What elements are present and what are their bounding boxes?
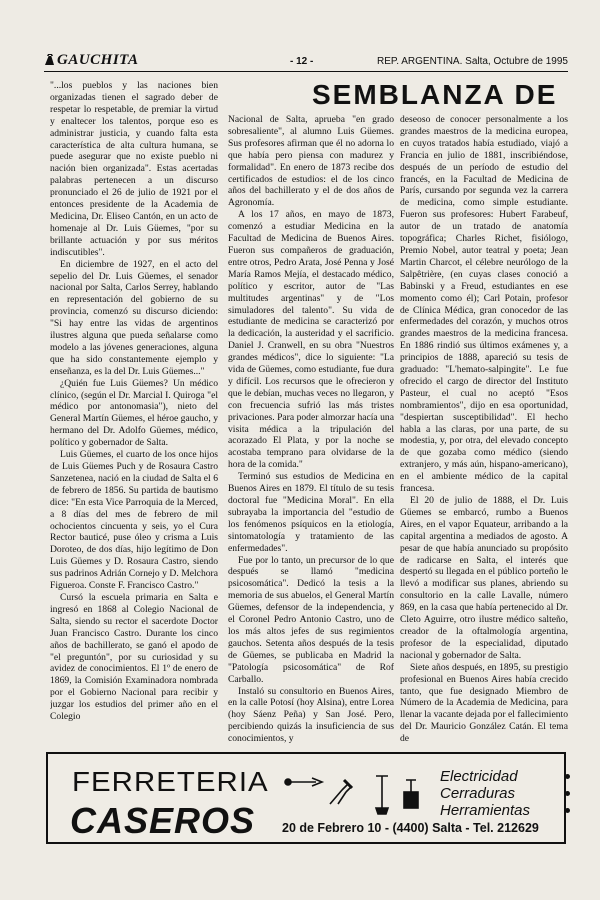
- paragraph: deseoso de conocer personalmente a los grandes maestros de la medicina europea, en cuyos tratados había estudiado, viajó a Francia en julio de 1881, inscribiéndose, después de un período de estudio del francés, en la Facultad de Medicina de París, cursando por segunda vez la carrera de medicina, como simple estudiante. Fueron sus profesores: Hubert Farabeuf, autor de un tratado de anatomía topográfica; Charles Richet, fisiólogo, Premio Nobel, autor teatral y poeta; Jean Martin Charcot, el célebre neurólogo de la Salpêtrière, (en cuyas clases conoció a Babinski y a Freud, estudiantes en ese momento como él); Carl Potain, profesor de Clínica Médica, gran conocedor de las enfermedades del corazón, y muchos otros grandes maestros de la medicina francesa. En 1886 rindió sus últimos exámenes y, a principios de 1888, apareció su tesis de graduado: "L'hemato-salpingite". Le fue ofrecido el cargo de director del Instituto Pasteur, el cual no aceptó "Esos nombramientos", dijo en esa oportunidad, "despiertan susceptibilidad". El hecho habla a las claras, por una parte, de su modestia, y, por otra, del elevado concepto de que gozaba como médico (siendo extranjero, y más aún, hispano-americano), en el ambiente médico de la capital francesa.: [400, 114, 568, 495]
- article-column-2: [228, 114, 394, 748]
- paragraph: Cursó la escuela primaria en Salta e ingresó en 1868 al Colegio Nacional de Salta, siendo su rector el sacerdote Doctor Juan Francisco Castro. Durante los cinco años de bachillerato, se ganó el apodo de "el preguntón", por su curiosidad y su avidez de conocimientos. El 1º de enero de 1869, la Comisión Examinadora nombrada por el Gobierno Nacional para recibir y juzgar los estudios del primer año en el Colegio: [50, 591, 218, 723]
- paragraph: "...los pueblos y las naciones bien organizadas tienen el sagrado deber de respetar lo respetable, de premiar la virtud y enaltecer los talentos, porque eso es administrar justicia, y cuando falta esta característica de alta cultura humana, se puede asegurar que no existe pueblo ni nación bien organizada". Estas acertadas palabras pertenecen a un discurso pronunciado el 26 de julio de 1921 por el entonces presidente de la Academia de Medicina, Dr. Eliseo Cantón, en un acto de homenaje al Dr. Luis Güemes, "por su brillante actuación y por sus méritos indiscutibles".: [50, 80, 218, 258]
- service-item: Cerraduras: [440, 785, 560, 802]
- paragraph: El 20 de julio de 1888, el Dr. Luis Güemes se embarcó, rumbo a Buenos Aires, en el vapor Equateur, arribando a la capital argentina a mediados de agosto. A pesar de que había anunciado su propósito de radicarse en Salta, el interés que despertó su llegada en el público porteño le llevó a modificar sus planes, abriendo su consultorio en la calle Lavalle, número 869, en la casa que había pertenecido al Dr. Cleto Aguirre, otro ilustre médico salteño, creador de la oftalmología argentina, profesor de la especialidad, diputado nacional y gobernador de Salta.: [400, 495, 568, 661]
- ad-services-list: [440, 768, 560, 819]
- paragraph: Luis Güemes, el cuarto de los once hijos de Luis Güemes Puch y de Rosaura Castro Sanzetenea, nació en la ciudad de Salta el 6 de febrero de 1856. Su partida de bautismo dice: "En esta Vice Parroquia de la Merced, a 8 días del mes de febrero de mil ochocientos cincuenta y seis, yo el Cura Rector bauticé, puse óleo y crisma a Luis Doroteo, de dos días, hijo legítimo de Don Luis Güemes y D. Rosaura Castro, siendo sus padrinos Adrián Cornejo y D. Melchora Figueroa. Conste F. Francisco Castro.": [50, 449, 218, 592]
- ad-business-name: CASEROS: [70, 800, 256, 841]
- service-item: Electricidad: [440, 768, 560, 785]
- ad-address-phone: 20 de Febrero 10 - (4400) Salta - Tel. 212629: [282, 821, 539, 835]
- article-column-1: [50, 80, 218, 748]
- article-headline: SEMBLANZA DE: [312, 79, 558, 110]
- paragraph: ¿Quién fue Luis Güemes? Un médico clínico, (según el Dr. Marcial I. Quiroga "el médico por antonomasia"), nieto del General Martín Güemes, el héroe gaucho, y hermano del Dr. Adolfo Güemes, médico, político y gobernador de Salta.: [50, 377, 218, 449]
- masthead-logo: [44, 52, 139, 69]
- bullet-icon: [565, 774, 570, 779]
- paragraph: Terminó sus estudios de Medicina en Buenos Aires en 1879. El título de su tesis doctoral fue "Medicina Moral". En ella subrayaba la importancia del "estudio de los fenómenos psíquicos en la etiología, sintomatología y tratamiento de las enfermedades".: [228, 471, 394, 554]
- bullet-icon: [565, 808, 570, 813]
- paragraph: A los 17 años, en mayo de 1873, comenzó a estudiar Medicina en la Facultad de Medicina de Buenos Aires. Fueron sus compañeros de graduación, entre otros, Pedro Arata, José Penna y José María Ramos Mejía, el destacado médico, político y escritor, autor de "Las multitudes argentinas" y de "Los simuladores del talento". Su vida de estudiante de medicina se caracterizó por la dedicación, la austeridad y el sacrificio. Daniel J. Cranwell, en su obra "Nuestros grandes médicos", dice lo siguiente: "La vida de Güemes, como estudiante, fue dura y difícil. Los recursos que le ofrecieron y que le debían, muchas veces no llegaron, y con frecuencia sufrió las más tristes privaciones. Para poder almorzar hacía una visita médica a la tripulación del acorazado El Plata, y por la noche se acostaba temprano para olvidarse de la hora de la comida.": [228, 209, 394, 471]
- ad-business-type: FERRETERIA: [72, 766, 269, 797]
- article-column-3: [400, 114, 568, 748]
- paragraph: Nacional de Salta, aprueba "en grado sobresaliente", al alumno Luis Güemes. Sus profesores afirman que él no adorna lo que había pero piensa con madurez y formalidad". En enero de 1873 recibe dos certificados de estudios: el de los cinco años del bachillerato y el de dos años de Agronomía.: [228, 114, 394, 209]
- gaucho-figure-icon: [44, 53, 55, 66]
- advertisement-box: [46, 752, 566, 844]
- paragraph: Fue por lo tanto, un precursor de lo que después se llamó "medicina psicosomática". Dedicó la tesis a la memoria de sus abuelos, el General Martín Güemes, defensor de la independencia, y el Coronel Pedro Antonio Castro, uno de los más altos jefes de sus regimientos gauchos. Setenta años después de la tesis de Güemes, se publicaba en Madrid la "Patología psicosomática" de Rof Carballo.: [228, 554, 394, 685]
- paragraph: Siete años después, en 1895, su prestigio profesional en Buenos Aires había crecido tanto, que fue designado Miembro de Número de la Academia de Medicina, para llenar la vacante dejada por el fallecimiento del Dr. Mauricio González Catán. El tema de: [400, 661, 568, 745]
- bullet-icon: [565, 791, 570, 796]
- service-item: Herramientas: [440, 802, 560, 819]
- tools-illustration-icon: [282, 768, 432, 816]
- paragraph: En diciembre de 1927, en el acto del sepelio del Dr. Luis Güemes, el senador nacional por Salta, Carlos Serrey, hablando en representación del gobierno de su provincia, comenzó su discurso diciendo: "Si hay entre las vidas de argentinos ilustres alguna que pueda señalarse como modelo a las jóvenes generaciones, alguna que ha sido constantemente ejemplo y enseñanza, es la del Dr. Luis Güemes...": [50, 258, 218, 377]
- paragraph: Instaló su consultorio en Buenos Aires, en la calle Potosí (hoy Alsina), entre Lorea (hoy Sáenz Peña) y San José. Pero, percibiendo quizás la insuficiencia de sus conocimientos, y: [228, 685, 394, 745]
- masthead-logo-text: GAUCHITA: [57, 52, 139, 68]
- page-number: - 12 -: [290, 56, 314, 67]
- edition-line: REP. ARGENTINA. Salta, Octubre de 1995: [376, 56, 568, 67]
- page-header: [44, 54, 568, 72]
